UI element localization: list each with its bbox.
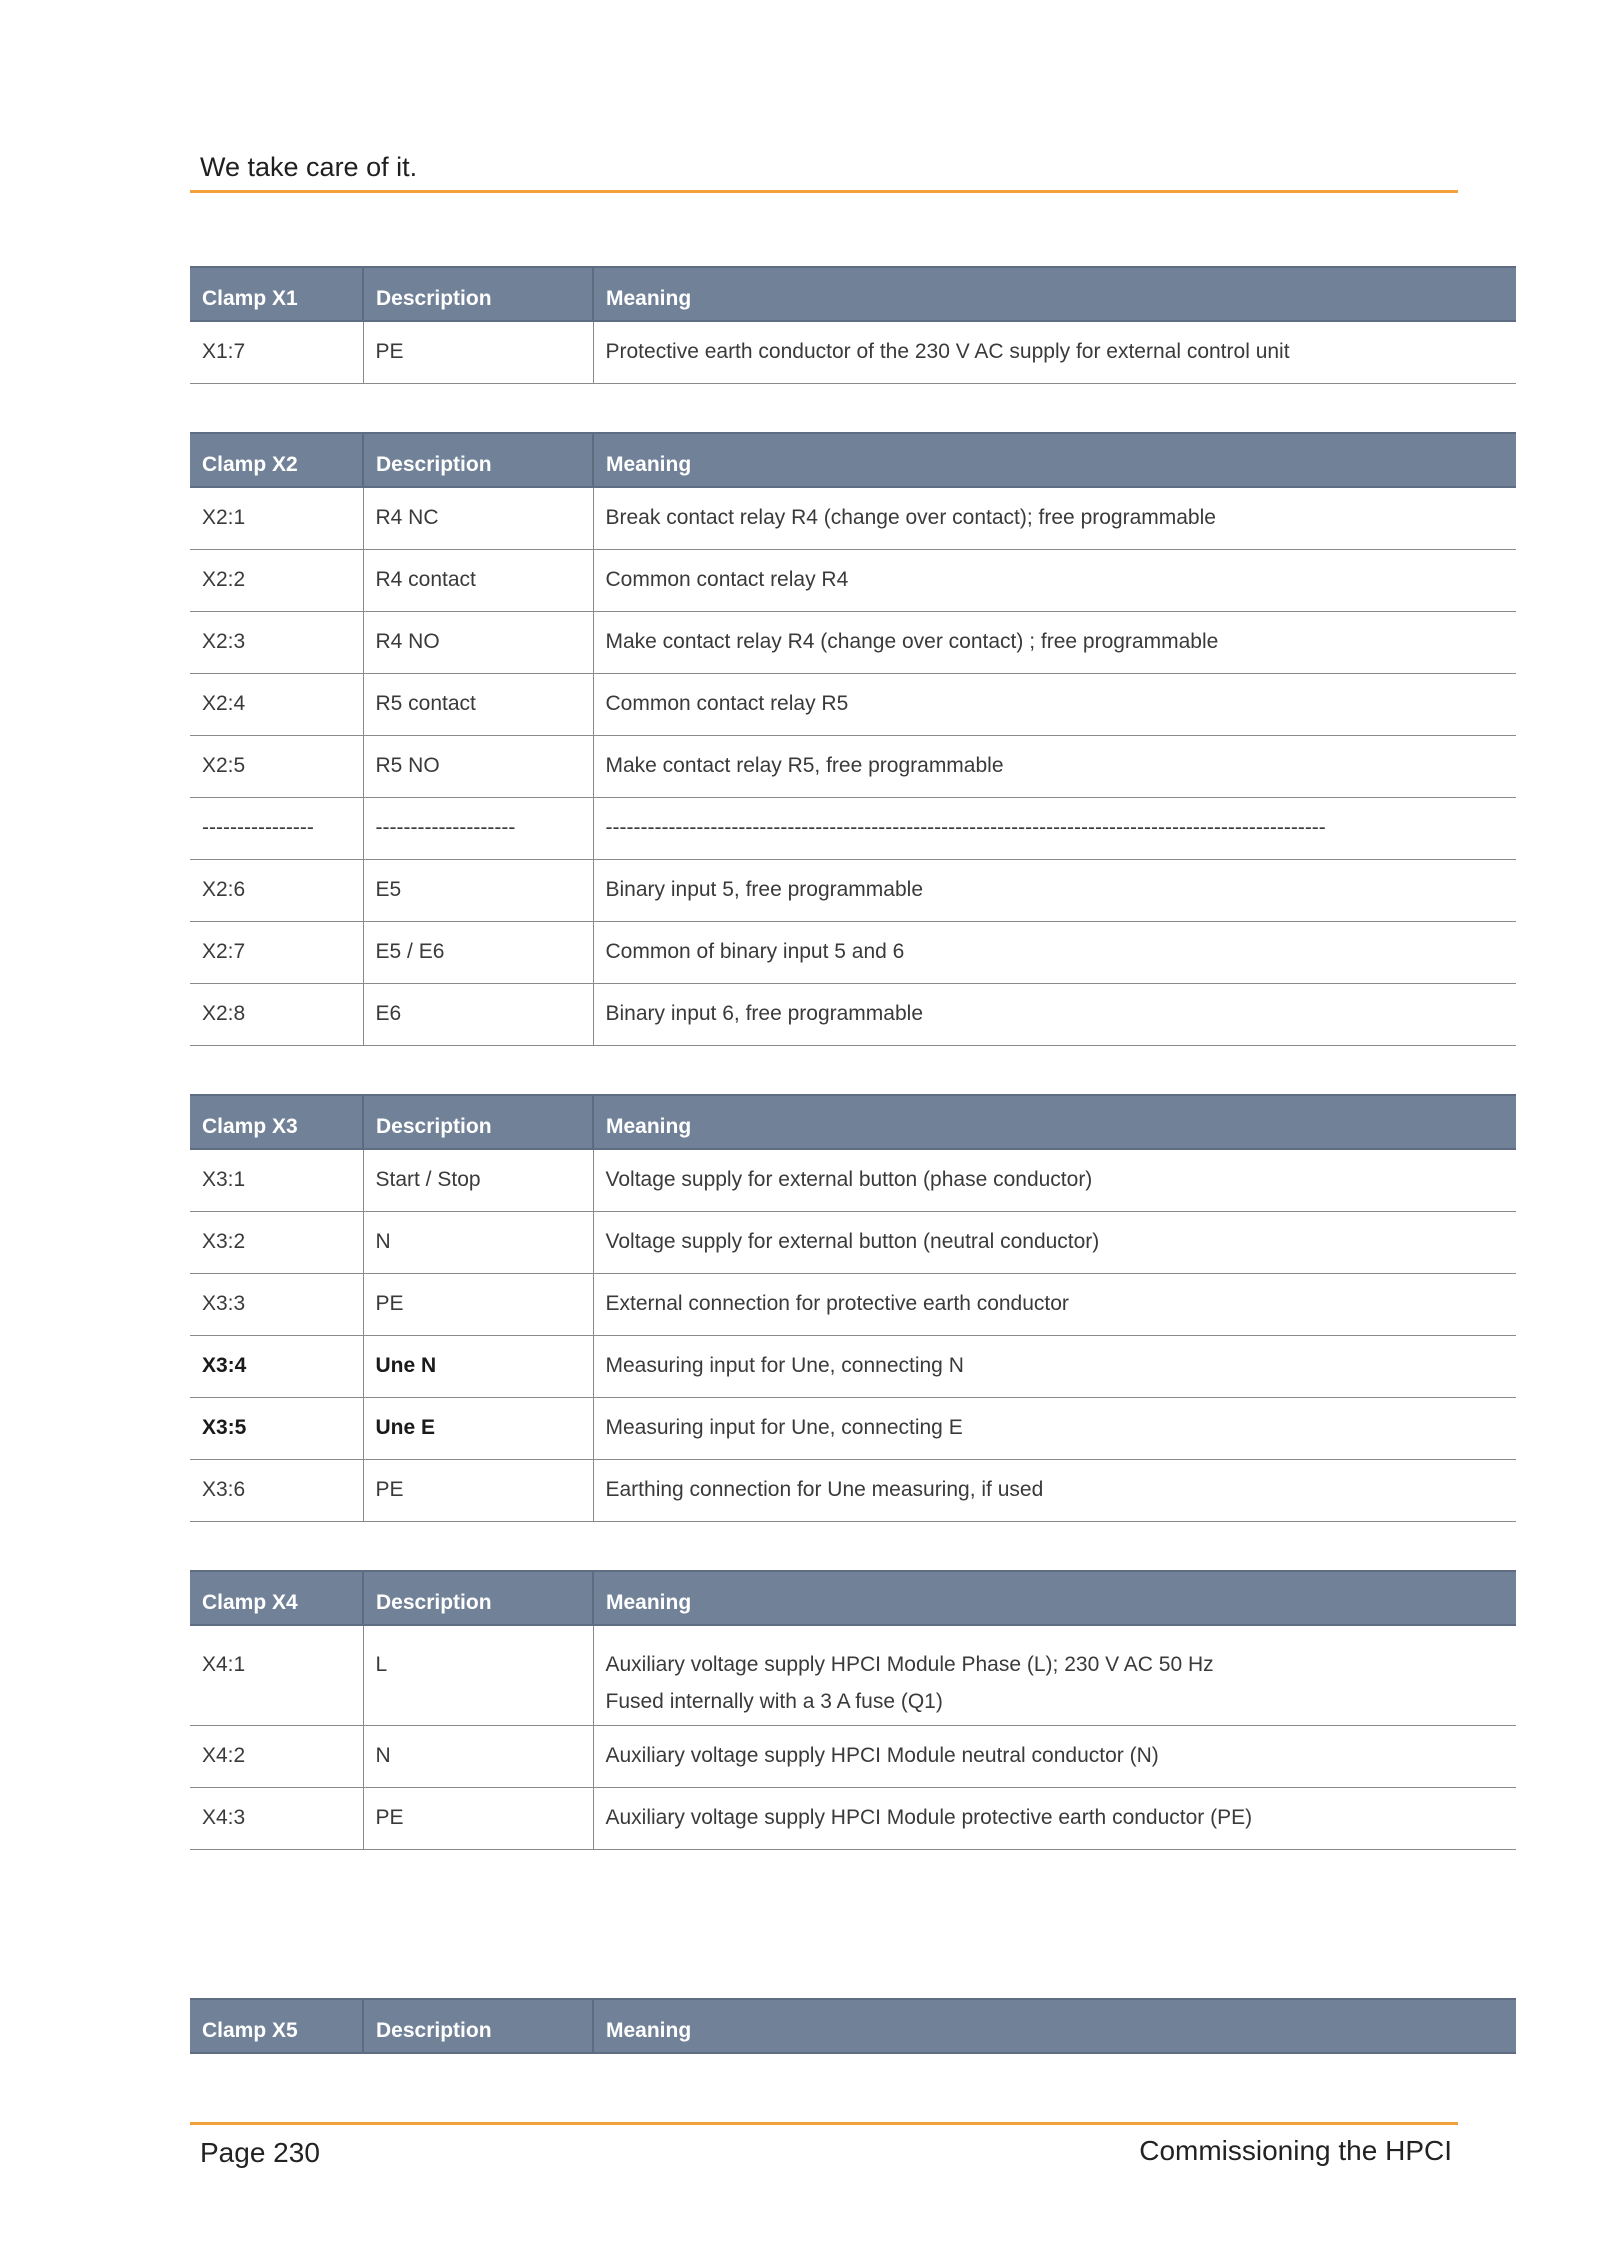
- table-row: [190, 735, 1516, 797]
- column-header-meaning: Meaning: [593, 267, 1516, 321]
- column-header-description: Description: [363, 1571, 593, 1625]
- clamp-cell: X3:2: [190, 1211, 363, 1273]
- meaning-cell: Auxiliary voltage supply HPCI Module neutral conductor (N): [593, 1725, 1516, 1787]
- clamp-cell: X2:2: [190, 549, 363, 611]
- clamp-cell: X2:4: [190, 673, 363, 735]
- column-header-description: Description: [363, 433, 593, 487]
- meaning-cell: Binary input 5, free programmable: [593, 859, 1516, 921]
- meaning-cell: Common contact relay R4: [593, 549, 1516, 611]
- separator-cell: -------------------------------------------------------------------------------------------------------: [593, 797, 1516, 859]
- table-row: [190, 1725, 1516, 1787]
- table-row: [190, 1625, 1516, 1725]
- separator-row: [190, 797, 1516, 859]
- meaning-cell: Protective earth conductor of the 230 V AC supply for external control unit: [593, 321, 1516, 383]
- description-cell: R5 NO: [363, 735, 593, 797]
- description-cell: R4 contact: [363, 549, 593, 611]
- table-header-row: [190, 1095, 1516, 1149]
- clamp-cell: X3:4: [190, 1335, 363, 1397]
- table-row: [190, 1787, 1516, 1849]
- table-header-row: [190, 1571, 1516, 1625]
- description-cell: PE: [363, 321, 593, 383]
- meaning-cell: Common of binary input 5 and 6: [593, 921, 1516, 983]
- description-cell: Une N: [363, 1335, 593, 1397]
- description-cell: PE: [363, 1459, 593, 1521]
- table-row: [190, 1335, 1516, 1397]
- clamp-cell: X3:5: [190, 1397, 363, 1459]
- clamp-x3-table: [190, 1094, 1516, 1522]
- column-header-description: Description: [363, 1095, 593, 1149]
- table-row: [190, 1397, 1516, 1459]
- description-cell: R4 NO: [363, 611, 593, 673]
- clamp-cell: X2:6: [190, 859, 363, 921]
- clamp-cell: X3:3: [190, 1273, 363, 1335]
- column-header-clamp: Clamp X4: [190, 1571, 363, 1625]
- description-cell: R5 contact: [363, 673, 593, 735]
- column-header-meaning: Meaning: [593, 1095, 1516, 1149]
- footer-rule: [190, 2122, 1458, 2125]
- clamp-cell: X4:3: [190, 1787, 363, 1849]
- table-header-row: [190, 433, 1516, 487]
- clamp-x4-table: [190, 1570, 1516, 1850]
- page-number: Page 230: [200, 2137, 320, 2168]
- meaning-cell: Auxiliary voltage supply HPCI Module protective earth conductor (PE): [593, 1787, 1516, 1849]
- meaning-cell: Make contact relay R4 (change over contact) ; free programmable: [593, 611, 1516, 673]
- description-cell: E5: [363, 859, 593, 921]
- meaning-cell: Voltage supply for external button (phase conductor): [593, 1149, 1516, 1211]
- description-cell: R4 NC: [363, 487, 593, 549]
- column-header-description: Description: [363, 267, 593, 321]
- section-title: Commissioning the HPCI: [1139, 2135, 1452, 2166]
- column-header-clamp: Clamp X1: [190, 267, 363, 321]
- meaning-cell: Earthing connection for Une measuring, if used: [593, 1459, 1516, 1521]
- description-cell: Une E: [363, 1397, 593, 1459]
- table-header-row: [190, 1999, 1516, 2053]
- table-header-row: [190, 267, 1516, 321]
- meaning-cell: [593, 1625, 1516, 1725]
- table-row: [190, 1149, 1516, 1211]
- table-row: [190, 921, 1516, 983]
- meaning-cell: Binary input 6, free programmable: [593, 983, 1516, 1045]
- description-cell: E5 / E6: [363, 921, 593, 983]
- description-cell: PE: [363, 1787, 593, 1849]
- clamp-cell: X4:2: [190, 1725, 363, 1787]
- meaning-cell: External connection for protective earth conductor: [593, 1273, 1516, 1335]
- table-row: [190, 859, 1516, 921]
- meaning-line: Auxiliary voltage supply HPCI Module Phase (L); 230 V AC 50 Hz: [605, 1653, 1214, 1676]
- clamp-cell: X2:3: [190, 611, 363, 673]
- description-cell: N: [363, 1211, 593, 1273]
- clamp-x5-table: [190, 1998, 1516, 2054]
- clamp-cell: X2:1: [190, 487, 363, 549]
- table-row: [190, 1211, 1516, 1273]
- meaning-cell: Measuring input for Une, connecting E: [593, 1397, 1516, 1459]
- table-row: [190, 487, 1516, 549]
- meaning-cell: Voltage supply for external button (neutral conductor): [593, 1211, 1516, 1273]
- meaning-cell: Common contact relay R5: [593, 673, 1516, 735]
- column-header-clamp: Clamp X3: [190, 1095, 363, 1149]
- clamp-cell: X3:1: [190, 1149, 363, 1211]
- table-row: [190, 549, 1516, 611]
- description-cell: E6: [363, 983, 593, 1045]
- clamp-cell: X2:8: [190, 983, 363, 1045]
- column-header-clamp: Clamp X2: [190, 433, 363, 487]
- column-header-description: Description: [363, 1999, 593, 2053]
- description-cell: Start / Stop: [363, 1149, 593, 1211]
- column-header-clamp: Clamp X5: [190, 1999, 363, 2053]
- description-cell: N: [363, 1725, 593, 1787]
- clamp-cell: X1:7: [190, 321, 363, 383]
- table-row: [190, 611, 1516, 673]
- meaning-line: Fused internally with a 3 A fuse (Q1): [605, 1690, 943, 1713]
- meaning-cell: Break contact relay R4 (change over contact); free programmable: [593, 487, 1516, 549]
- table-row: [190, 1459, 1516, 1521]
- separator-cell: ----------------: [190, 797, 363, 859]
- clamp-cell: X2:7: [190, 921, 363, 983]
- meaning-cell: Measuring input for Une, connecting N: [593, 1335, 1516, 1397]
- header-rule: [190, 190, 1458, 193]
- column-header-meaning: Meaning: [593, 1999, 1516, 2053]
- clamp-cell: X3:6: [190, 1459, 363, 1521]
- page-header-text: We take care of it.: [200, 152, 418, 182]
- clamp-x2-table: [190, 432, 1516, 1046]
- description-cell: PE: [363, 1273, 593, 1335]
- column-header-meaning: Meaning: [593, 433, 1516, 487]
- separator-cell: --------------------: [363, 797, 593, 859]
- clamp-cell: X4:1: [190, 1625, 363, 1725]
- table-row: [190, 673, 1516, 735]
- meaning-cell: Make contact relay R5, free programmable: [593, 735, 1516, 797]
- clamp-x1-table: [190, 266, 1516, 384]
- description-cell: L: [363, 1625, 593, 1725]
- table-row: [190, 321, 1516, 383]
- clamp-cell: X2:5: [190, 735, 363, 797]
- table-row: [190, 1273, 1516, 1335]
- table-row: [190, 983, 1516, 1045]
- column-header-meaning: Meaning: [593, 1571, 1516, 1625]
